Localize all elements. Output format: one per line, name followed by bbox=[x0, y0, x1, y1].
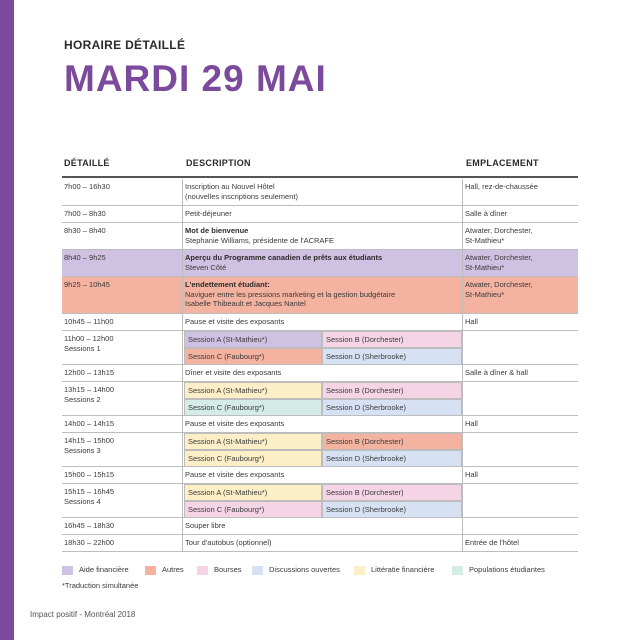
header-rule bbox=[62, 176, 578, 178]
session-group-label: Sessions 1 bbox=[64, 343, 101, 353]
column-divider bbox=[462, 382, 463, 415]
description-cell bbox=[185, 226, 457, 245]
time-range: 14h15 – 15h00 bbox=[64, 436, 115, 445]
column-divider bbox=[462, 416, 463, 432]
legend-swatch bbox=[354, 566, 365, 575]
location-cell bbox=[465, 253, 577, 272]
description-line: Dîner et visite des exposants bbox=[185, 368, 282, 377]
description-cell bbox=[185, 470, 457, 480]
schedule-row bbox=[62, 484, 578, 518]
legend-swatch bbox=[252, 566, 263, 575]
description-line: Souper libre bbox=[185, 521, 226, 530]
location-cell bbox=[465, 470, 577, 480]
time-cell bbox=[64, 334, 174, 353]
column-divider bbox=[462, 331, 463, 364]
schedule-row bbox=[62, 277, 578, 314]
time-cell bbox=[64, 538, 174, 548]
column-divider bbox=[462, 433, 463, 466]
description-line: Stephanie Williams, présidente de l'ACRAFE bbox=[185, 235, 334, 245]
session-box: Session A (St-Mathieu*) bbox=[184, 382, 322, 399]
location-line: Atwater, Dorchester, bbox=[465, 280, 533, 289]
time-cell bbox=[64, 385, 174, 404]
column-divider bbox=[182, 535, 183, 551]
session-box: Session D (Sherbrooke) bbox=[322, 450, 462, 467]
session-box: Session D (Sherbrooke) bbox=[322, 399, 462, 416]
session-group-label: Sessions 2 bbox=[64, 394, 101, 404]
location-line: Atwater, Dorchester, bbox=[465, 226, 533, 235]
schedule-row bbox=[62, 535, 578, 552]
column-divider bbox=[462, 179, 463, 205]
time-range: 18h30 – 22h00 bbox=[64, 538, 115, 547]
legend-swatch bbox=[145, 566, 156, 575]
time-range: 8h40 – 9h25 bbox=[64, 253, 106, 262]
description-cell bbox=[185, 368, 457, 378]
time-range: 7h00 – 8h30 bbox=[64, 209, 106, 218]
session-box: Session C (Faubourg*) bbox=[184, 399, 322, 416]
column-divider bbox=[182, 382, 183, 415]
location-line: Hall bbox=[465, 317, 478, 326]
column-divider bbox=[182, 179, 183, 205]
description-line: Naviguer entre les pressions marketing et la gestion budgétaire bbox=[185, 289, 396, 299]
location-line: Atwater, Dorchester, bbox=[465, 253, 533, 262]
description-cell bbox=[185, 538, 457, 548]
translation-note: *Traduction simultanée bbox=[62, 581, 139, 590]
session-group-label: Sessions 4 bbox=[64, 496, 101, 506]
schedule-row bbox=[62, 331, 578, 365]
time-cell bbox=[64, 253, 174, 263]
column-divider bbox=[462, 223, 463, 249]
column-divider bbox=[182, 484, 183, 517]
description-cell bbox=[185, 182, 457, 201]
column-divider bbox=[182, 331, 183, 364]
schedule-row bbox=[62, 179, 578, 206]
session-box: Session B (Dorchester) bbox=[322, 331, 462, 348]
location-cell bbox=[465, 280, 577, 299]
column-divider bbox=[182, 467, 183, 483]
time-cell bbox=[64, 487, 174, 506]
description-cell bbox=[185, 253, 457, 272]
session-box: Session B (Dorchester) bbox=[322, 484, 462, 501]
column-divider bbox=[182, 518, 183, 534]
time-cell bbox=[64, 436, 174, 455]
location-line: St-Mathieu* bbox=[465, 289, 505, 299]
column-divider bbox=[462, 206, 463, 222]
schedule-row bbox=[62, 250, 578, 277]
session-group-label: Sessions 3 bbox=[64, 445, 101, 455]
time-cell bbox=[64, 521, 174, 531]
session-box: Session A (St-Mathieu*) bbox=[184, 433, 322, 450]
time-cell bbox=[64, 182, 174, 192]
session-box: Session B (Dorchester) bbox=[322, 382, 462, 399]
page-footer: Impact positif - Montréal 2018 bbox=[30, 610, 136, 619]
column-divider bbox=[462, 365, 463, 381]
header-location: EMPLACEMENT bbox=[466, 158, 539, 168]
legend-swatch bbox=[452, 566, 463, 575]
session-title: L'endettement étudiant: bbox=[185, 280, 270, 289]
schedule-row bbox=[62, 416, 578, 433]
schedule-row bbox=[62, 206, 578, 223]
column-divider bbox=[182, 250, 183, 276]
location-cell bbox=[465, 419, 577, 429]
description-line: Pause et visite des exposants bbox=[185, 470, 285, 479]
location-cell bbox=[465, 317, 577, 327]
legend-swatch bbox=[197, 566, 208, 575]
schedule-row bbox=[62, 518, 578, 535]
description-line: Steven Côté bbox=[185, 262, 227, 272]
session-box: Session C (Faubourg*) bbox=[184, 450, 322, 467]
description-cell bbox=[185, 521, 457, 531]
location-line: Hall, rez-de-chaussée bbox=[465, 182, 538, 191]
description-cell bbox=[185, 317, 457, 327]
location-cell bbox=[465, 209, 577, 219]
location-cell bbox=[465, 368, 577, 378]
description-line: Inscription au Nouvel Hôtel bbox=[185, 182, 275, 191]
time-range: 11h00 – 12h00 bbox=[64, 334, 114, 343]
description-line: Tour d'autobus (optionnel) bbox=[185, 538, 272, 547]
location-line: Salle à dîner bbox=[465, 209, 508, 218]
session-box: Session D (Sherbrooke) bbox=[322, 348, 462, 365]
schedule-row bbox=[62, 223, 578, 250]
time-range: 12h00 – 13h15 bbox=[64, 368, 115, 377]
location-cell bbox=[465, 182, 577, 192]
time-range: 16h45 – 18h30 bbox=[64, 521, 115, 530]
column-divider bbox=[462, 277, 463, 313]
location-line: St-Mathieu* bbox=[465, 235, 505, 245]
session-box: Session B (Dorchester) bbox=[322, 433, 462, 450]
column-divider bbox=[462, 314, 463, 330]
column-divider bbox=[182, 416, 183, 432]
column-divider bbox=[182, 223, 183, 249]
time-range: 13h15 – 14h00 bbox=[64, 385, 115, 394]
session-box: Session C (Faubourg*) bbox=[184, 501, 322, 518]
location-line: Salle à dîner & hall bbox=[465, 368, 528, 377]
description-cell bbox=[185, 280, 457, 309]
page-subtitle: HORAIRE DÉTAILLÉ bbox=[64, 38, 186, 52]
description-line: Pause et visite des exposants bbox=[185, 419, 285, 428]
location-cell bbox=[465, 538, 577, 548]
session-box: Session D (Sherbrooke) bbox=[322, 501, 462, 518]
schedule-row bbox=[62, 382, 578, 416]
location-line: St-Mathieu* bbox=[465, 262, 505, 272]
time-range: 15h00 – 15h15 bbox=[64, 470, 115, 479]
time-range: 8h30 – 8h40 bbox=[64, 226, 106, 235]
time-range: 14h00 – 14h15 bbox=[64, 419, 115, 428]
header-description: DESCRIPTION bbox=[186, 158, 251, 168]
description-cell bbox=[185, 419, 457, 429]
time-range: 15h15 – 16h45 bbox=[64, 487, 115, 496]
schedule-row bbox=[62, 365, 578, 382]
time-cell bbox=[64, 209, 174, 219]
location-line: Hall bbox=[465, 470, 478, 479]
description-line: Petit-déjeuner bbox=[185, 209, 232, 218]
schedule-row bbox=[62, 314, 578, 331]
location-line: Entrée de l'hôtel bbox=[465, 538, 519, 547]
legend-swatch bbox=[62, 566, 73, 575]
location-cell bbox=[465, 226, 577, 245]
session-title: Aperçu du Programme canadien de prêts aux étudiants bbox=[185, 253, 383, 262]
session-box: Session A (St-Mathieu*) bbox=[184, 484, 322, 501]
description-cell bbox=[185, 209, 457, 219]
column-divider bbox=[182, 277, 183, 313]
description-line: Pause et visite des exposants bbox=[185, 317, 285, 326]
schedule-row bbox=[62, 467, 578, 484]
time-cell bbox=[64, 470, 174, 480]
schedule-row bbox=[62, 433, 578, 467]
time-range: 10h45 – 11h00 bbox=[64, 317, 114, 326]
column-divider bbox=[182, 314, 183, 330]
description-line: (nouvelles inscriptions seulement) bbox=[185, 191, 298, 201]
time-cell bbox=[64, 368, 174, 378]
header-time: DÉTAILLÉ bbox=[64, 158, 110, 168]
side-accent-bar bbox=[0, 0, 14, 640]
time-cell bbox=[64, 317, 174, 327]
description-line: Isabelle Thibeault et Jacques Nantel bbox=[185, 299, 306, 308]
time-range: 9h25 – 10h45 bbox=[64, 280, 110, 289]
column-divider bbox=[462, 250, 463, 276]
time-range: 7h00 – 16h30 bbox=[64, 182, 110, 191]
session-box: Session A (St-Mathieu*) bbox=[184, 331, 322, 348]
column-divider bbox=[182, 365, 183, 381]
column-divider bbox=[182, 206, 183, 222]
time-cell bbox=[64, 280, 174, 290]
legend: Aide financière Autres Bourses Discussions ouvertes Littératie financière Populations étudiantes bbox=[62, 565, 582, 577]
column-divider bbox=[462, 535, 463, 551]
column-divider bbox=[182, 433, 183, 466]
page-title: MARDI 29 MAI bbox=[64, 58, 327, 99]
time-cell bbox=[64, 226, 174, 236]
location-line: Hall bbox=[465, 419, 478, 428]
column-divider bbox=[462, 518, 463, 534]
time-cell bbox=[64, 419, 174, 429]
column-divider bbox=[462, 467, 463, 483]
session-title: Mot de bienvenue bbox=[185, 226, 249, 235]
column-divider bbox=[462, 484, 463, 517]
session-box: Session C (Faubourg*) bbox=[184, 348, 322, 365]
